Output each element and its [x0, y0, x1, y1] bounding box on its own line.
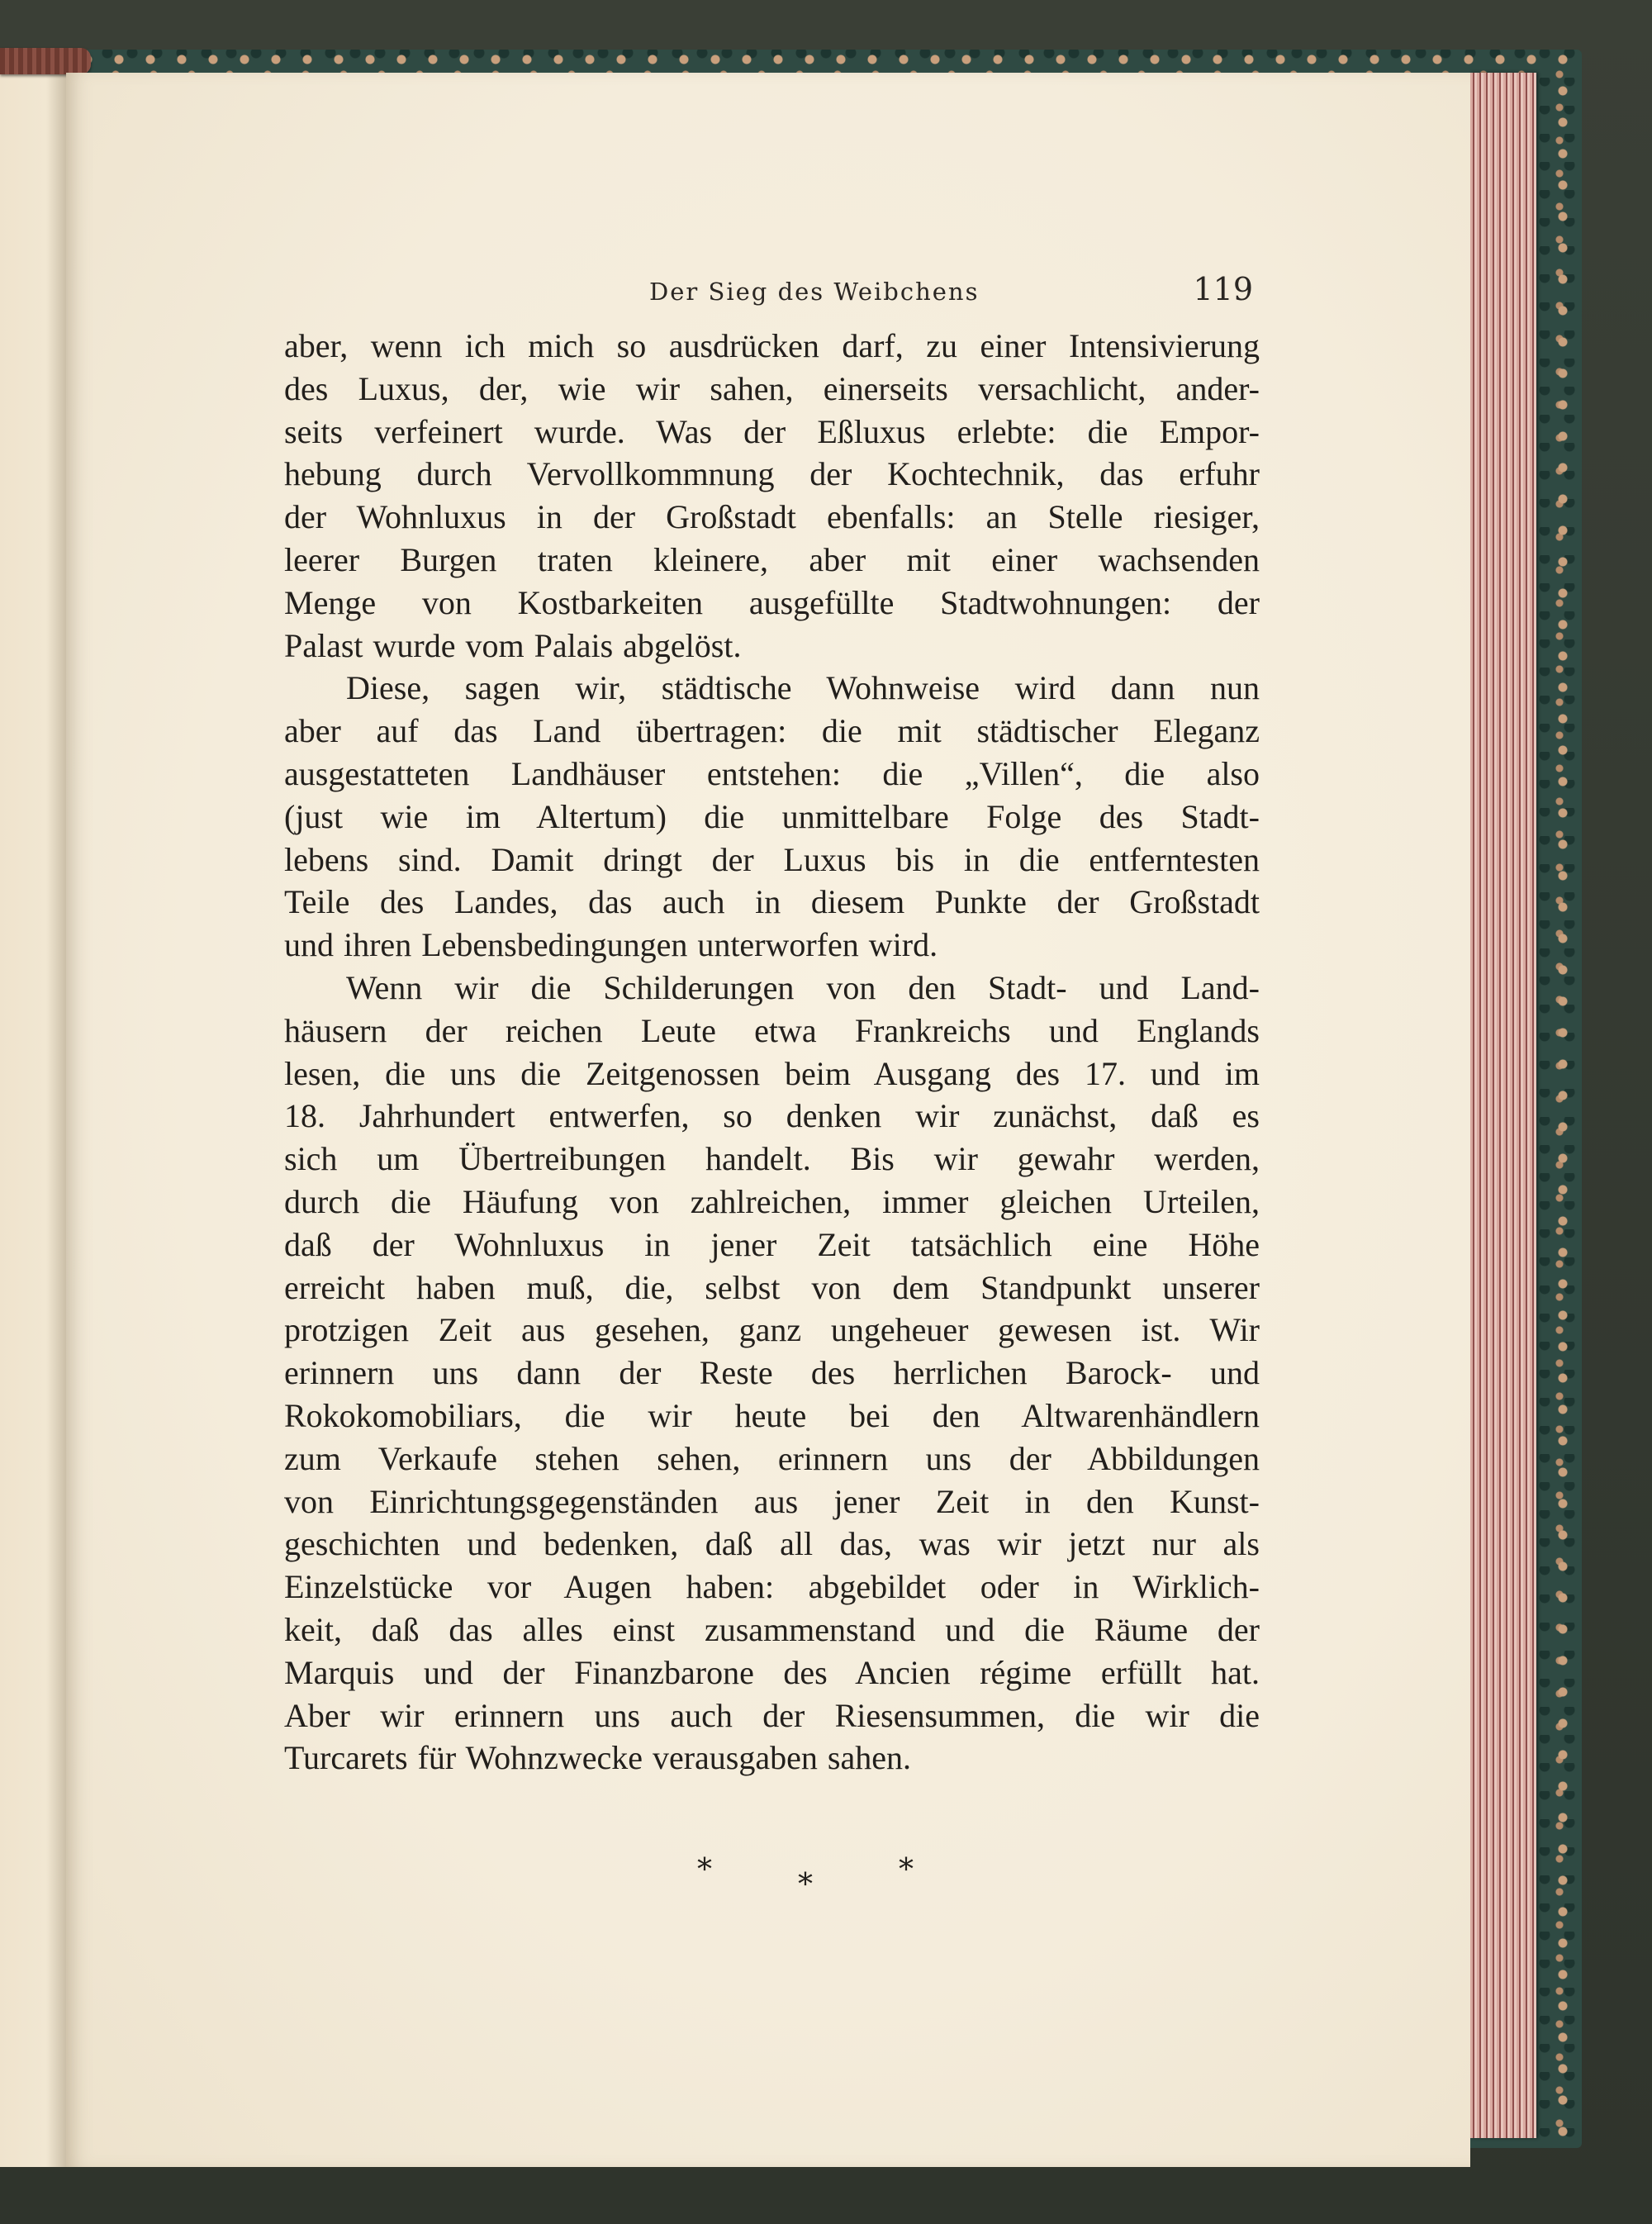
text-line: und ihren Lebensbedingungen unterworfen wird. — [284, 926, 938, 964]
text-line: Teile des Landes, das auch in diesem Punkte der Großstadt — [284, 883, 1260, 921]
section-separator — [697, 1853, 945, 1903]
text-line: von Einrichtungsgegenständen aus jener Zeit in den Kunst- — [284, 1482, 1260, 1520]
text-line: Aber wir erinnern uns auch der Riesensummen, die wir die — [284, 1696, 1260, 1734]
text-line: aber, wenn ich mich so ausdrücken darf, zu einer Intensivierung — [284, 327, 1260, 364]
body-text — [284, 325, 1260, 1780]
text-line: geschichten und bedenken, daß all das, was wir jetzt nur als — [284, 1525, 1260, 1563]
text-line: Rokokomobiliars, die wir heute bei den Altwarenhändlern — [284, 1396, 1260, 1434]
page-header — [284, 263, 1260, 321]
text-line: aber auf das Land übertragen: die mit städtischer Eleganz — [284, 712, 1260, 750]
text-line: Marquis und der Finanzbarone des Ancien régime erfüllt hat. — [284, 1653, 1260, 1691]
text-line: Diese, sagen wir, städtische Wohnweise wird dann nun — [346, 669, 1260, 707]
text-line: der Wohnluxus in der Großstadt ebenfalls: an Stelle riesiger, — [284, 498, 1260, 536]
separator-asterisk: * — [697, 1853, 712, 1887]
bookmark-ribbon — [0, 48, 91, 74]
text-line: 18. Jahrhundert entwerfen, so denken wir zunächst, daß es — [284, 1097, 1260, 1135]
text-line: lesen, die uns die Zeitgenossen beim Ausgang des 17. und im — [284, 1054, 1260, 1092]
text-line: zum Verkaufe stehen sehen, erinnern uns der Abbildungen — [284, 1439, 1260, 1477]
separator-asterisk: * — [798, 1868, 813, 1902]
text-line: erinnern uns dann der Reste des herrlichen Barock- und — [284, 1354, 1260, 1392]
paragraph — [284, 325, 1260, 667]
page-edges — [1470, 73, 1536, 2138]
text-line: leerer Burgen traten kleinere, aber mit einer wachsenden — [284, 540, 1260, 578]
book-page — [66, 73, 1470, 2167]
text-line: Wenn wir die Schilderungen von den Stadt- und Land- — [346, 968, 1260, 1006]
page-number: 119 — [1193, 271, 1253, 307]
separator-asterisk: * — [899, 1853, 914, 1887]
text-line: häusern der reichen Leute etwa Frankreichs und Englands — [284, 1011, 1260, 1049]
text-line: Turcarets für Wohnzwecke verausgaben sahen. — [284, 1739, 911, 1777]
text-line: ausgestatteten Landhäuser entstehen: die „Villen“, die also — [284, 754, 1260, 792]
text-line: sich um Übertreibungen handelt. Bis wir gewahr werden, — [284, 1140, 1260, 1178]
text-line: des Luxus, der, wie wir sahen, einerseits versachlicht, ander- — [284, 369, 1260, 407]
paragraph — [284, 967, 1260, 1780]
text-line: protzigen Zeit aus gesehen, ganz ungeheuer gewesen ist. Wir — [284, 1311, 1260, 1349]
text-line: Palast wurde vom Palais abgelöst. — [284, 626, 742, 664]
text-line: Menge von Kostbarkeiten ausgefüllte Stadtwohnungen: der — [284, 583, 1260, 621]
text-line: erreicht haben muß, die, selbst von dem Standpunkt unserer — [284, 1268, 1260, 1306]
text-line: Einzelstücke vor Augen haben: abgebildet oder in Wirklich- — [284, 1568, 1260, 1606]
paragraph — [284, 667, 1260, 967]
text-line: durch die Häufung von zahlreichen, immer gleichen Urteilen, — [284, 1182, 1260, 1220]
left-facing-page — [0, 73, 66, 2167]
text-line: daß der Wohnluxus in jener Zeit tatsächlich eine Höhe — [284, 1225, 1260, 1263]
text-line: (just wie im Altertum) die unmittelbare Folge des Stadt- — [284, 797, 1260, 835]
running-head: Der Sieg des Weibchens — [649, 278, 980, 306]
text-line: hebung durch Vervollkommnung der Kochtechnik, das erfuhr — [284, 455, 1260, 493]
text-line: seits verfeinert wurde. Was der Eßluxus erlebte: die Empor- — [284, 412, 1260, 450]
text-line: keit, daß das alles einst zusammenstand und die Räume der — [284, 1610, 1260, 1648]
text-line: lebens sind. Damit dringt der Luxus bis in die entferntesten — [284, 840, 1260, 878]
